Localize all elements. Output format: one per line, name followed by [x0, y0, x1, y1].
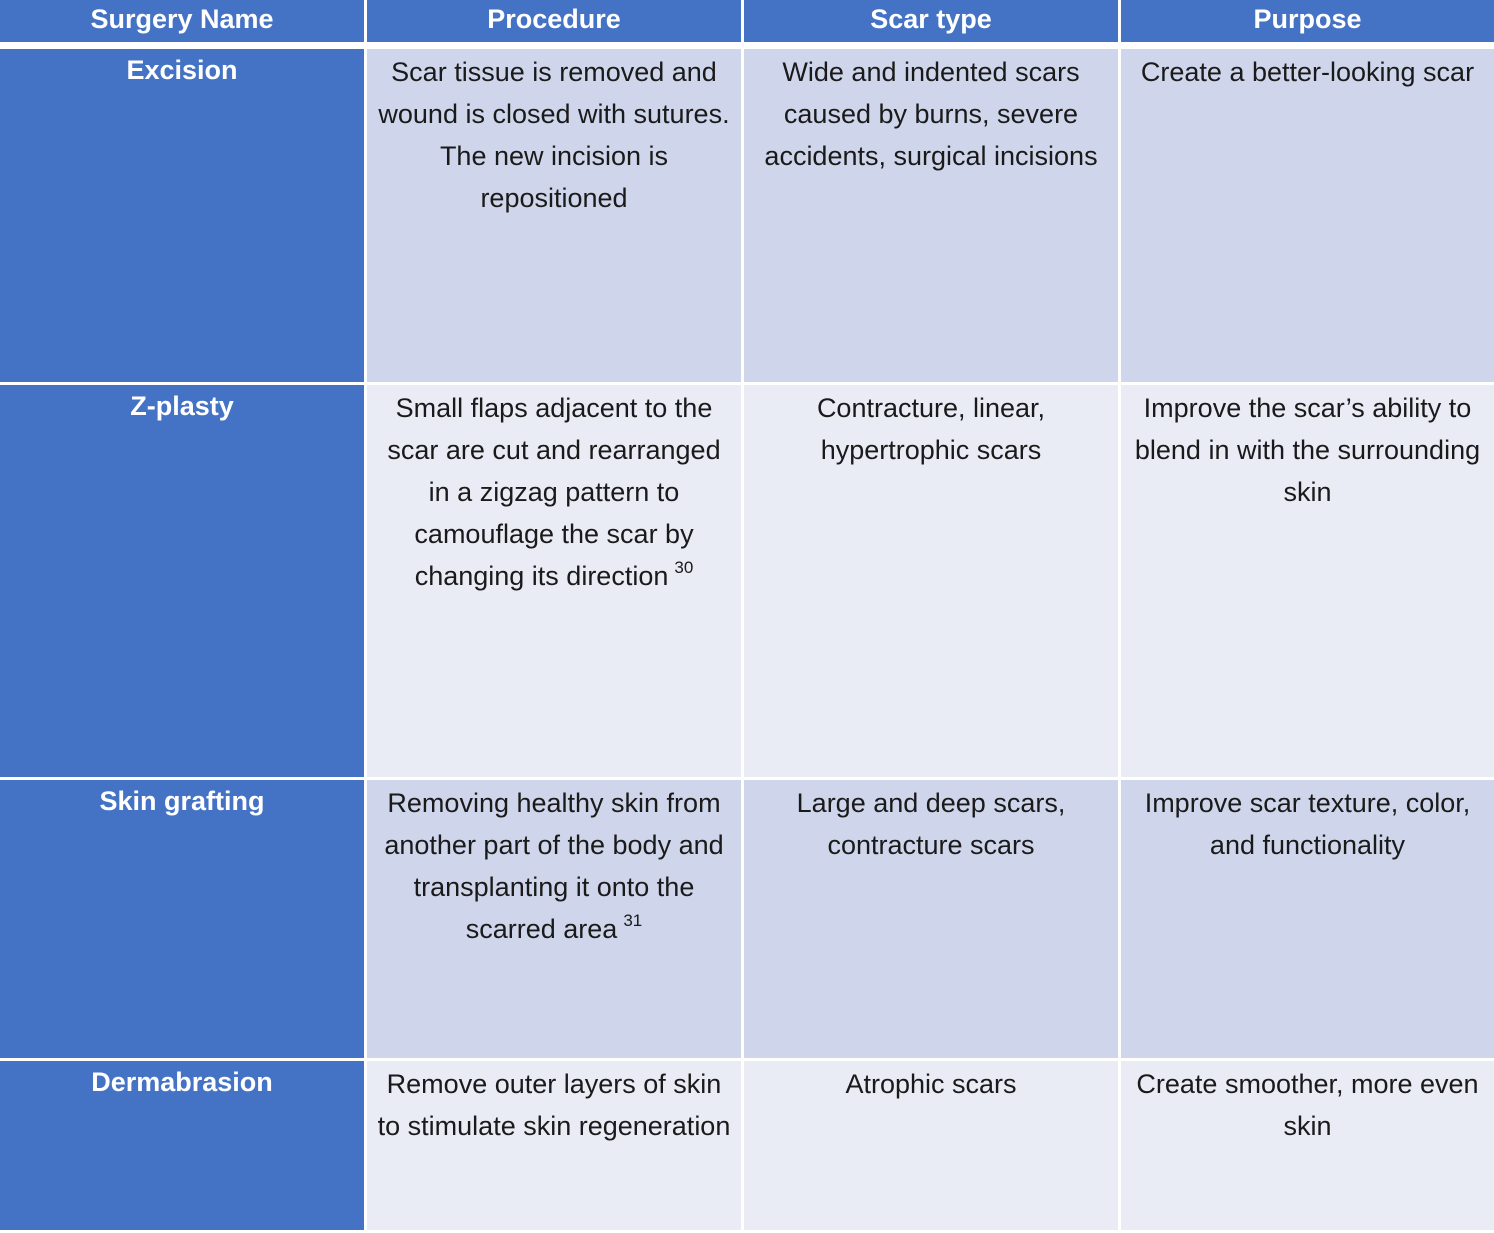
procedure-text: Small flaps adjacent to the scar are cut and rearranged in a zigzag pattern to camouflage the scar by changing its direction — [387, 393, 721, 591]
citation-ref: 31 — [623, 911, 643, 930]
table-row — [0, 1061, 1494, 1230]
scar-type-cell: Atrophic scars — [744, 1061, 1121, 1230]
procedure-cell — [367, 385, 744, 780]
purpose-cell: Improve scar texture, color, and functionality — [1121, 780, 1494, 1061]
procedure-text: Removing healthy skin from another part of the body and transplanting it onto the scarred area — [384, 788, 724, 944]
purpose-cell: Improve the scar’s ability to blend in with the surrounding skin — [1121, 385, 1494, 780]
header-surgery-name: Surgery Name — [0, 0, 367, 49]
procedure-cell — [367, 49, 744, 385]
procedure-text: Remove outer layers of skin to stimulate skin regeneration — [377, 1069, 731, 1141]
purpose-cell: Create smoother, more even skin — [1121, 1061, 1494, 1230]
procedure-cell — [367, 1061, 744, 1230]
surgery-name-cell: Dermabrasion — [0, 1061, 367, 1230]
header-purpose: Purpose — [1121, 0, 1494, 49]
scar-type-cell: Large and deep scars, contracture scars — [744, 780, 1121, 1061]
header-row — [0, 0, 1494, 49]
header-scar-type: Scar type — [744, 0, 1121, 49]
scar-type-cell: Wide and indented scars caused by burns, severe accidents, surgical incisions — [744, 49, 1121, 385]
header-procedure: Procedure — [367, 0, 744, 49]
surgery-name-cell: Skin grafting — [0, 780, 367, 1061]
purpose-cell: Create a better-looking scar — [1121, 49, 1494, 385]
surgery-name-cell: Z-plasty — [0, 385, 367, 780]
table-row — [0, 385, 1494, 780]
procedure-text: Scar tissue is removed and wound is closed with sutures. The new incision is repositioned — [378, 57, 730, 213]
citation-ref: 30 — [674, 558, 694, 577]
procedure-cell — [367, 780, 744, 1061]
surgery-name-cell: Excision — [0, 49, 367, 385]
scar-type-cell: Contracture, linear, hypertrophic scars — [744, 385, 1121, 780]
table-row — [0, 780, 1494, 1061]
table-row — [0, 49, 1494, 385]
